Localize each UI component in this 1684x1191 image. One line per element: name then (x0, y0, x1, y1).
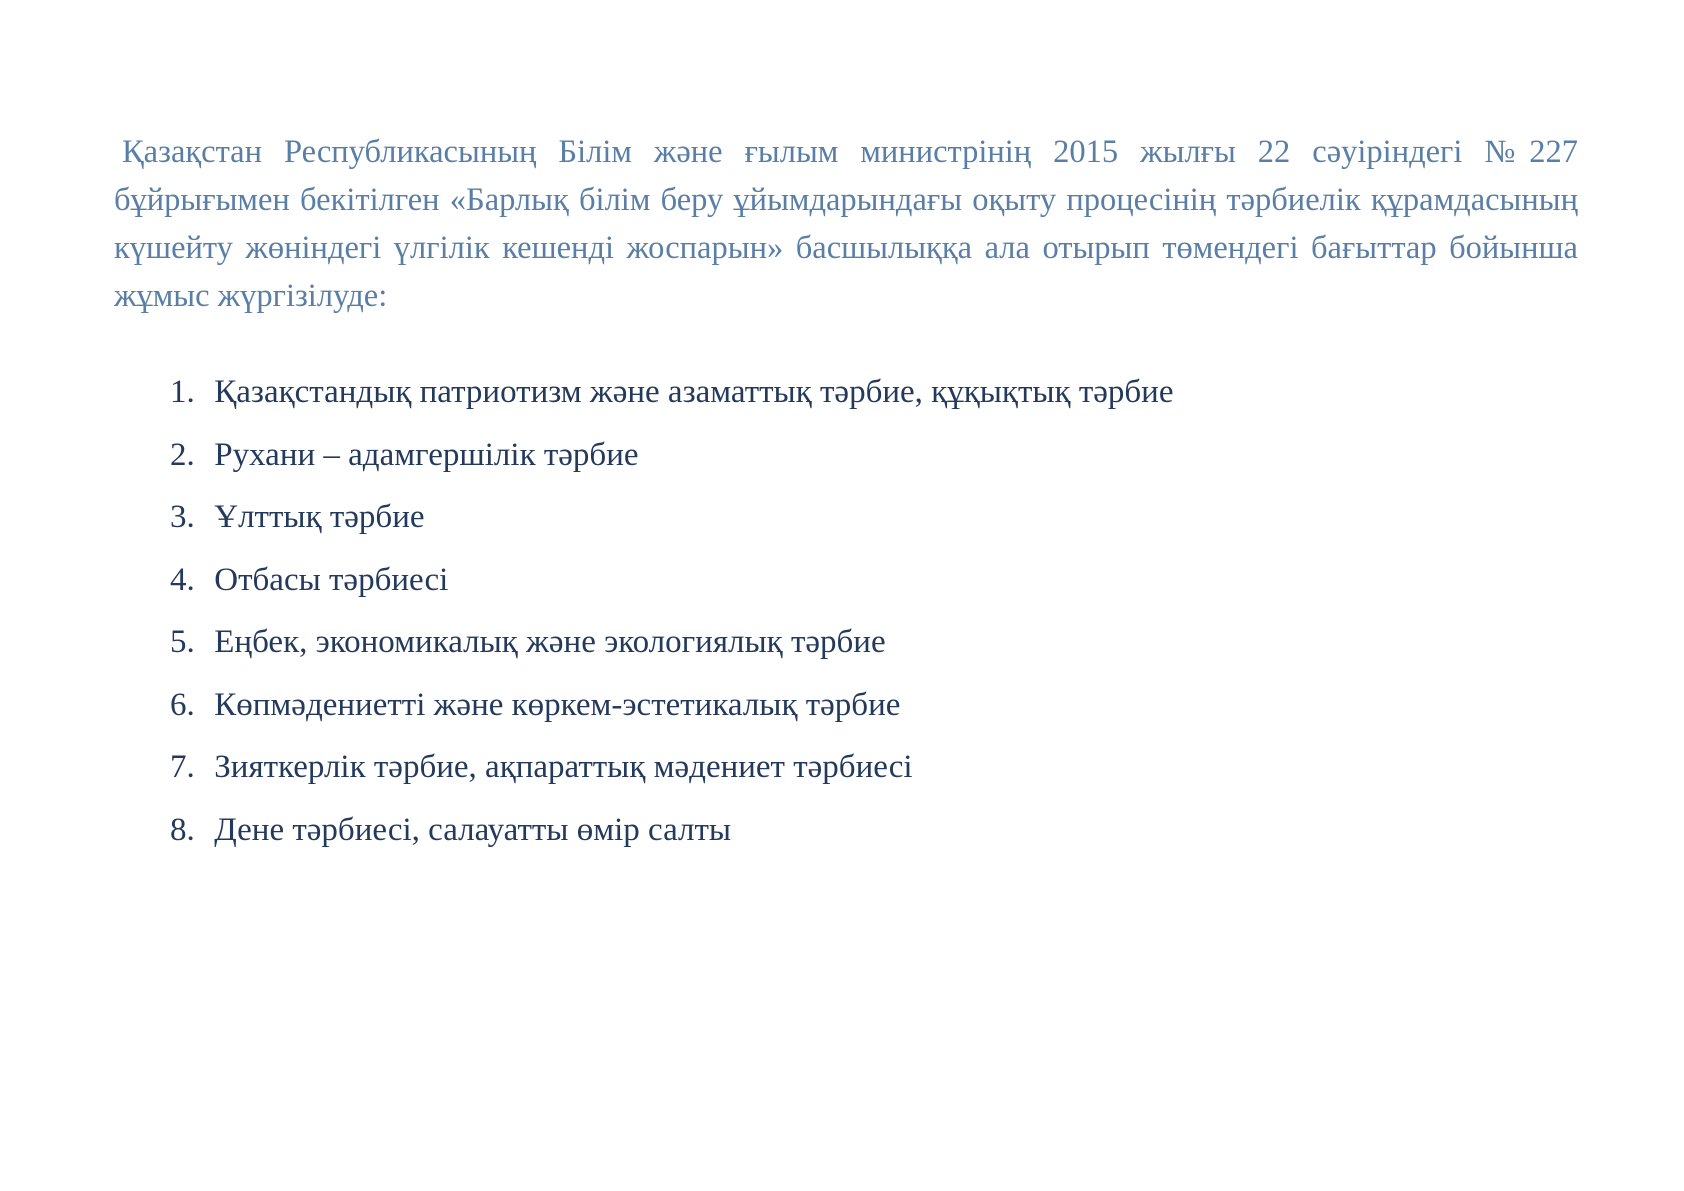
list-item-text: Отбасы тәрбиесі (214, 561, 449, 598)
list-item (170, 433, 1174, 496)
list-item-text: Ұлттық тәрбие (214, 499, 425, 535)
list-item-text: Қазақстандық патриотизм және азаматтық тәрбие, құқықтық тәрбие (214, 374, 1174, 410)
list-item-number: 5. (170, 624, 195, 660)
list-item (170, 558, 1174, 621)
list-item-text: Дене тәрбиесі, салауатты өмір салты (214, 811, 732, 848)
list-item (170, 808, 1174, 871)
list-item-number: 8. (170, 811, 195, 848)
list-item-number: 7. (170, 749, 195, 785)
list-item-number: 6. (170, 686, 195, 723)
list-item (170, 745, 1174, 808)
list-item-text: Рухани – адамгершілік тәрбие (214, 436, 639, 473)
list-item-text: Еңбек, экономикалық және экологиялық тәрбие (214, 624, 886, 660)
list-item (170, 620, 1174, 683)
list-item-number: 3. (170, 499, 195, 535)
list-item-text: Көпмәдениетті және көркем-эстетикалық тәрбие (214, 686, 901, 723)
intro-paragraph: Қазақстан Республикасының Білім және ғылым министрінің 2015 жылғы 22 сәуіріндегі №227 бұйрығымен бекітілген «Барлық білім беру ұйымдарындағы оқыту процесінің тәрбиелік құрамдасының күшейту жөніндегі үлгілік кешенді жоспарын» басшылыққа ала отырып төмендегі бағыттар бойынша жұмыс жүргізілуде: (114, 134, 1578, 314)
list-item-text: Зияткерлік тәрбие, ақпараттық мәдениет тәрбиесі (214, 749, 913, 785)
list-item-number: 1. (170, 374, 195, 410)
list-item-number: 4. (170, 561, 195, 598)
list-item (170, 370, 1174, 433)
directions-list (170, 370, 1174, 870)
list-item (170, 683, 1174, 746)
list-item-number: 2. (170, 436, 195, 473)
list-item (170, 495, 1174, 558)
